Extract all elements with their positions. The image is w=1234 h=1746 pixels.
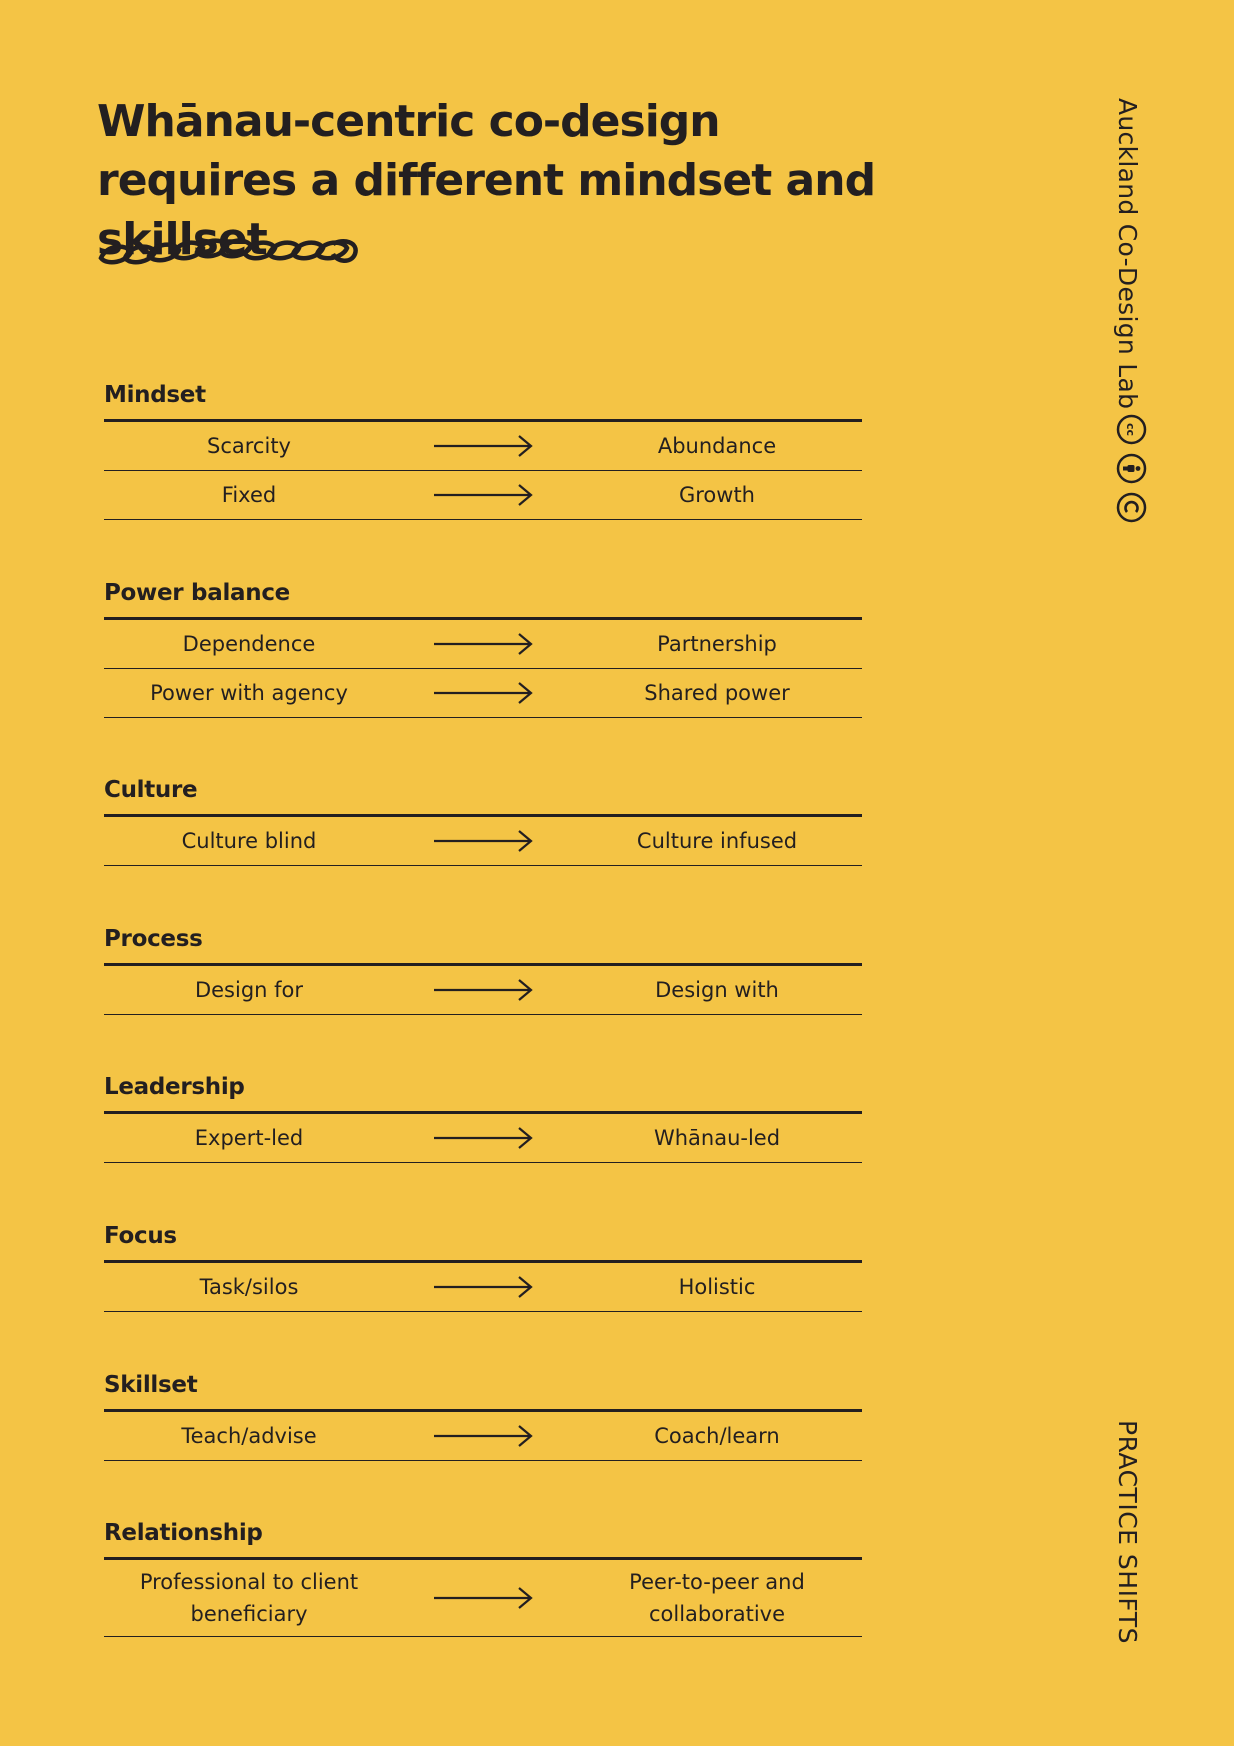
arrow-right-icon <box>394 1424 572 1448</box>
arrow-right-icon <box>394 978 572 1002</box>
shift-to: Culture infused <box>636 829 798 853</box>
shift-from: Professional to client beneficiary <box>139 1570 359 1626</box>
copyright-icon <box>1116 492 1147 523</box>
section-title: Relationship <box>104 1520 263 1546</box>
arrow-right-icon <box>394 1586 572 1610</box>
shift-from: Task/silos <box>199 1275 299 1299</box>
section-label: PRACTICE SHIFTS <box>1113 1420 1142 1645</box>
section-title: Skillset <box>104 1372 198 1398</box>
shift-from: Teach/advise <box>181 1424 317 1448</box>
shift-to: Design with <box>655 978 779 1002</box>
by-attribution-icon <box>1116 453 1147 484</box>
arrow-right-icon <box>394 829 572 853</box>
shift-row <box>104 471 862 520</box>
shift-to: Whānau-led <box>653 1126 781 1150</box>
arrow-right-icon <box>394 681 572 705</box>
license-icons <box>1116 414 1147 531</box>
shift-from: Scarcity <box>207 434 291 458</box>
shift-to: Shared power <box>644 681 790 705</box>
shift-row <box>104 1560 862 1637</box>
section-title: Power balance <box>104 580 290 606</box>
svg-text:cc: cc <box>1124 422 1137 437</box>
cc-icon <box>1116 414 1147 445</box>
arrow-right-icon <box>394 632 572 656</box>
brand-label: Auckland Co-Design Lab <box>1113 98 1142 410</box>
arrow-right-icon <box>394 483 572 507</box>
shift-to: Abundance <box>657 434 777 458</box>
shift-to: Coach/learn <box>654 1424 780 1448</box>
shift-to: Partnership <box>657 632 777 656</box>
section-title: Focus <box>104 1223 177 1249</box>
section-title: Mindset <box>104 382 206 408</box>
arrow-right-icon <box>394 1275 572 1299</box>
shift-to: Peer-to-peer and collaborative <box>629 1570 805 1626</box>
section-title: Process <box>104 926 203 952</box>
section-title: Culture <box>104 777 198 803</box>
shift-from: Dependence <box>182 632 316 656</box>
shift-row <box>104 620 862 669</box>
shift-from: Culture blind <box>181 829 317 853</box>
braid-pattern-icon <box>97 232 361 270</box>
shift-to: Growth <box>678 483 755 507</box>
section-title: Leadership <box>104 1074 245 1100</box>
arrow-right-icon <box>394 1126 572 1150</box>
page-title: Whānau-centric co-design requires a different mindset and skillset <box>97 96 876 265</box>
shift-row <box>104 1114 862 1163</box>
shift-row <box>104 422 862 471</box>
shift-to: Holistic <box>678 1275 756 1299</box>
shift-row <box>104 966 862 1015</box>
shift-from: Design for <box>194 978 304 1002</box>
shift-row <box>104 1263 862 1312</box>
shift-from: Expert-led <box>194 1126 304 1150</box>
shift-row <box>104 669 862 718</box>
arrow-right-icon <box>394 434 572 458</box>
shift-from: Power with agency <box>150 681 348 705</box>
shift-row <box>104 817 862 866</box>
shift-row <box>104 1412 862 1461</box>
shift-from: Fixed <box>221 483 277 507</box>
